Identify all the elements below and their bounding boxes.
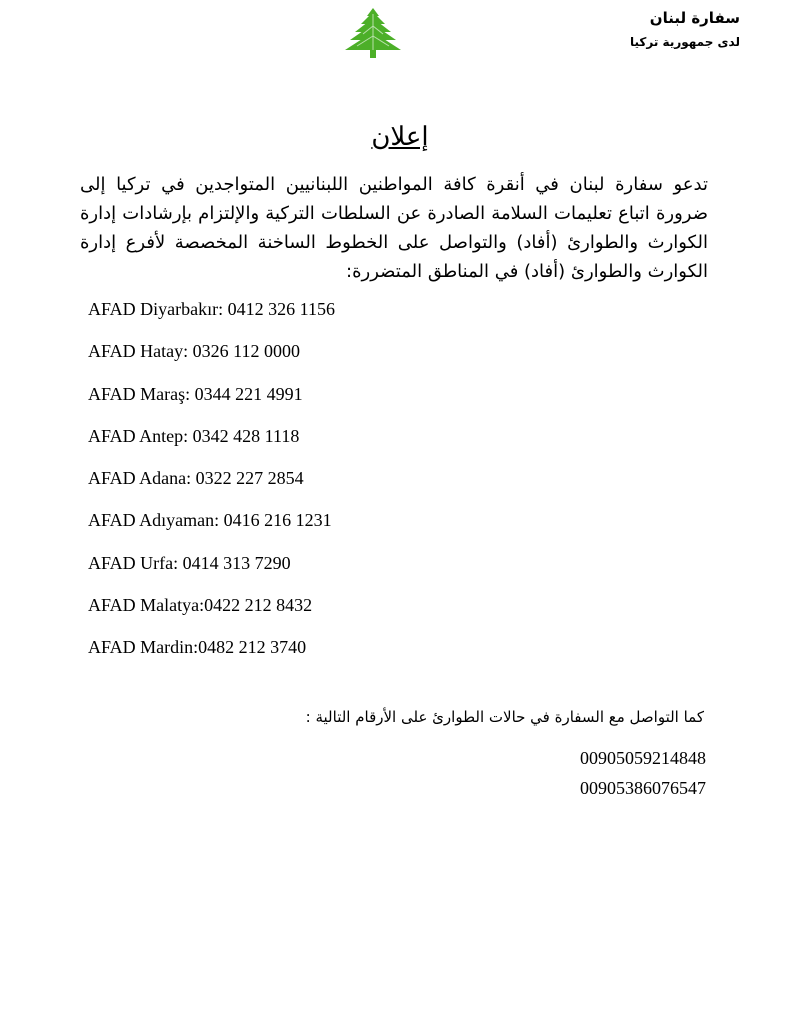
embassy-numbers (580, 744, 706, 804)
afad-hotline-adana: AFAD Adana: 0322 227 2854 (88, 468, 304, 489)
embassy-phone-2: 00905386076547 (580, 778, 706, 798)
embassy-phone-1: 00905059214848 (580, 748, 706, 768)
afad-hotline-urfa: AFAD Urfa: 0414 313 7290 (88, 552, 291, 573)
afad-hotline-list (88, 295, 335, 676)
page-title: إعلان (371, 122, 429, 151)
afad-hotline-diyarbakir: AFAD Diyarbakır: 0412 326 1156 (88, 299, 335, 319)
afad-hotline-adiyaman: AFAD Adıyaman: 0416 216 1231 (88, 510, 332, 531)
intro-paragraph: تدعو سفارة لبنان في أنقرة كافة المواطنين اللبنانيين المتواجدين في تركيا إلى ضرورة اتباع تعليمات السلامة الصادرة عن السلطات التركية والإلتزام بإرشادات إدارة الكوارث والطوارئ (أفاد) والتواصل على الخطوط الساخنة المخصصة لأفرع إدارة الكوارث والطوارئ (أفاد) في المناطق المتضررة: (80, 174, 708, 282)
embassy-country: لدى جمهورية تركيا (630, 35, 740, 49)
afad-hotline-mardin: AFAD Mardin:0482 212 3740 (88, 637, 307, 658)
afad-hotline-hatay: AFAD Hatay: 0326 112 0000 (88, 341, 300, 362)
embassy-contact-note: كما التواصل مع السفارة في حالات الطوارئ على الأرقام التالية : (305, 708, 704, 726)
afad-hotline-malatya: AFAD Malatya:0422 212 8432 (88, 595, 313, 616)
afad-hotline-maras: AFAD Maraş: 0344 221 4991 (88, 383, 303, 404)
embassy-name: سفارة لبنان (649, 9, 740, 27)
embassy-header (630, 8, 740, 52)
cedar-tree-icon (343, 6, 403, 60)
afad-hotline-antep: AFAD Antep: 0342 428 1118 (88, 425, 300, 446)
